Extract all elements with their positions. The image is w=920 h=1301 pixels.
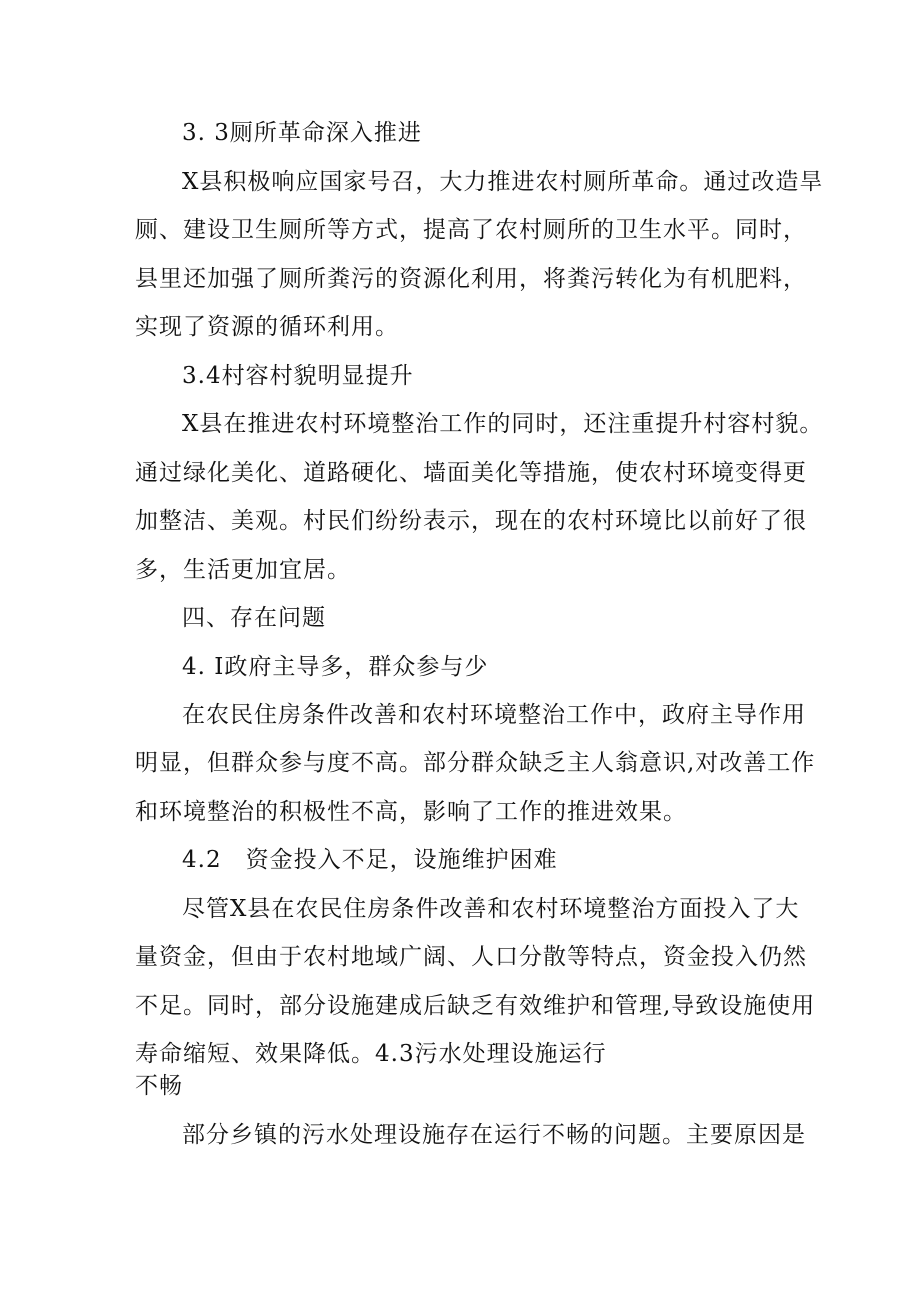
- paragraph-line: 量资金，但由于农村地域广阔、人口分散等特点，资金投入仍然: [135, 944, 807, 970]
- section-heading-4: 四、存在问题: [182, 605, 326, 631]
- paragraph-line: 县里还加强了厕所粪污的资源化利用，将粪污转化为有机肥料，: [135, 266, 807, 292]
- paragraph-line: 在农民住房条件改善和农村环境整治工作中，政府主导作用: [182, 702, 806, 728]
- paragraph-line: 厕、建设卫生厕所等方式，提高了农村厕所的卫生水平。同时，: [135, 217, 807, 243]
- section-heading-3-4: 3.4村容村貌明显提升: [182, 363, 414, 389]
- paragraph-line: 加整洁、美观。村民们纷纷表示，现在的农村环境比以前好了很: [135, 508, 807, 534]
- paragraph-line: X县积极响应国家号召，大力推进农村厕所革命。通过改造旱: [182, 169, 824, 195]
- paragraph-line: 不足。同时，部分设施建成后缺乏有效维护和管理,导致设施使用: [135, 993, 816, 1019]
- paragraph-line: 通过绿化美化、道路硬化、墙面美化等措施，使农村环境变得更: [135, 460, 807, 486]
- section-heading-4-1: 4. I政府主导多，群众参与少: [182, 654, 489, 680]
- section-heading-4-2: 4.2 资金投入不足，设施维护困难: [182, 847, 558, 873]
- paragraph-line: X县在推进农村环境整治工作的同时，还注重提升村容村貌。: [182, 411, 824, 437]
- paragraph-line: 和环境整治的积极性不高，影响了工作的推进效果。: [135, 799, 687, 825]
- paragraph-line: 明显，但群众参与度不高。部分群众缺乏主人翁意识,对改善工作: [135, 750, 816, 776]
- paragraph-line: 实现了资源的循环利用。: [135, 314, 399, 340]
- paragraph-line: 不畅: [135, 1073, 183, 1099]
- paragraph-line: 部分乡镇的污水处理设施存在运行不畅的问题。主要原因是: [182, 1122, 806, 1148]
- paragraph-line: 多，生活更加宜居。: [135, 557, 351, 583]
- paragraph-line: 尽管X县在农民住房条件改善和农村环境整治方面投入了大: [182, 896, 800, 922]
- section-heading-3-3: 3. 3厕所革命深入推进: [182, 120, 422, 146]
- paragraph-line: 寿命缩短、效果降低。4.3污水处理设施运行: [135, 1041, 607, 1067]
